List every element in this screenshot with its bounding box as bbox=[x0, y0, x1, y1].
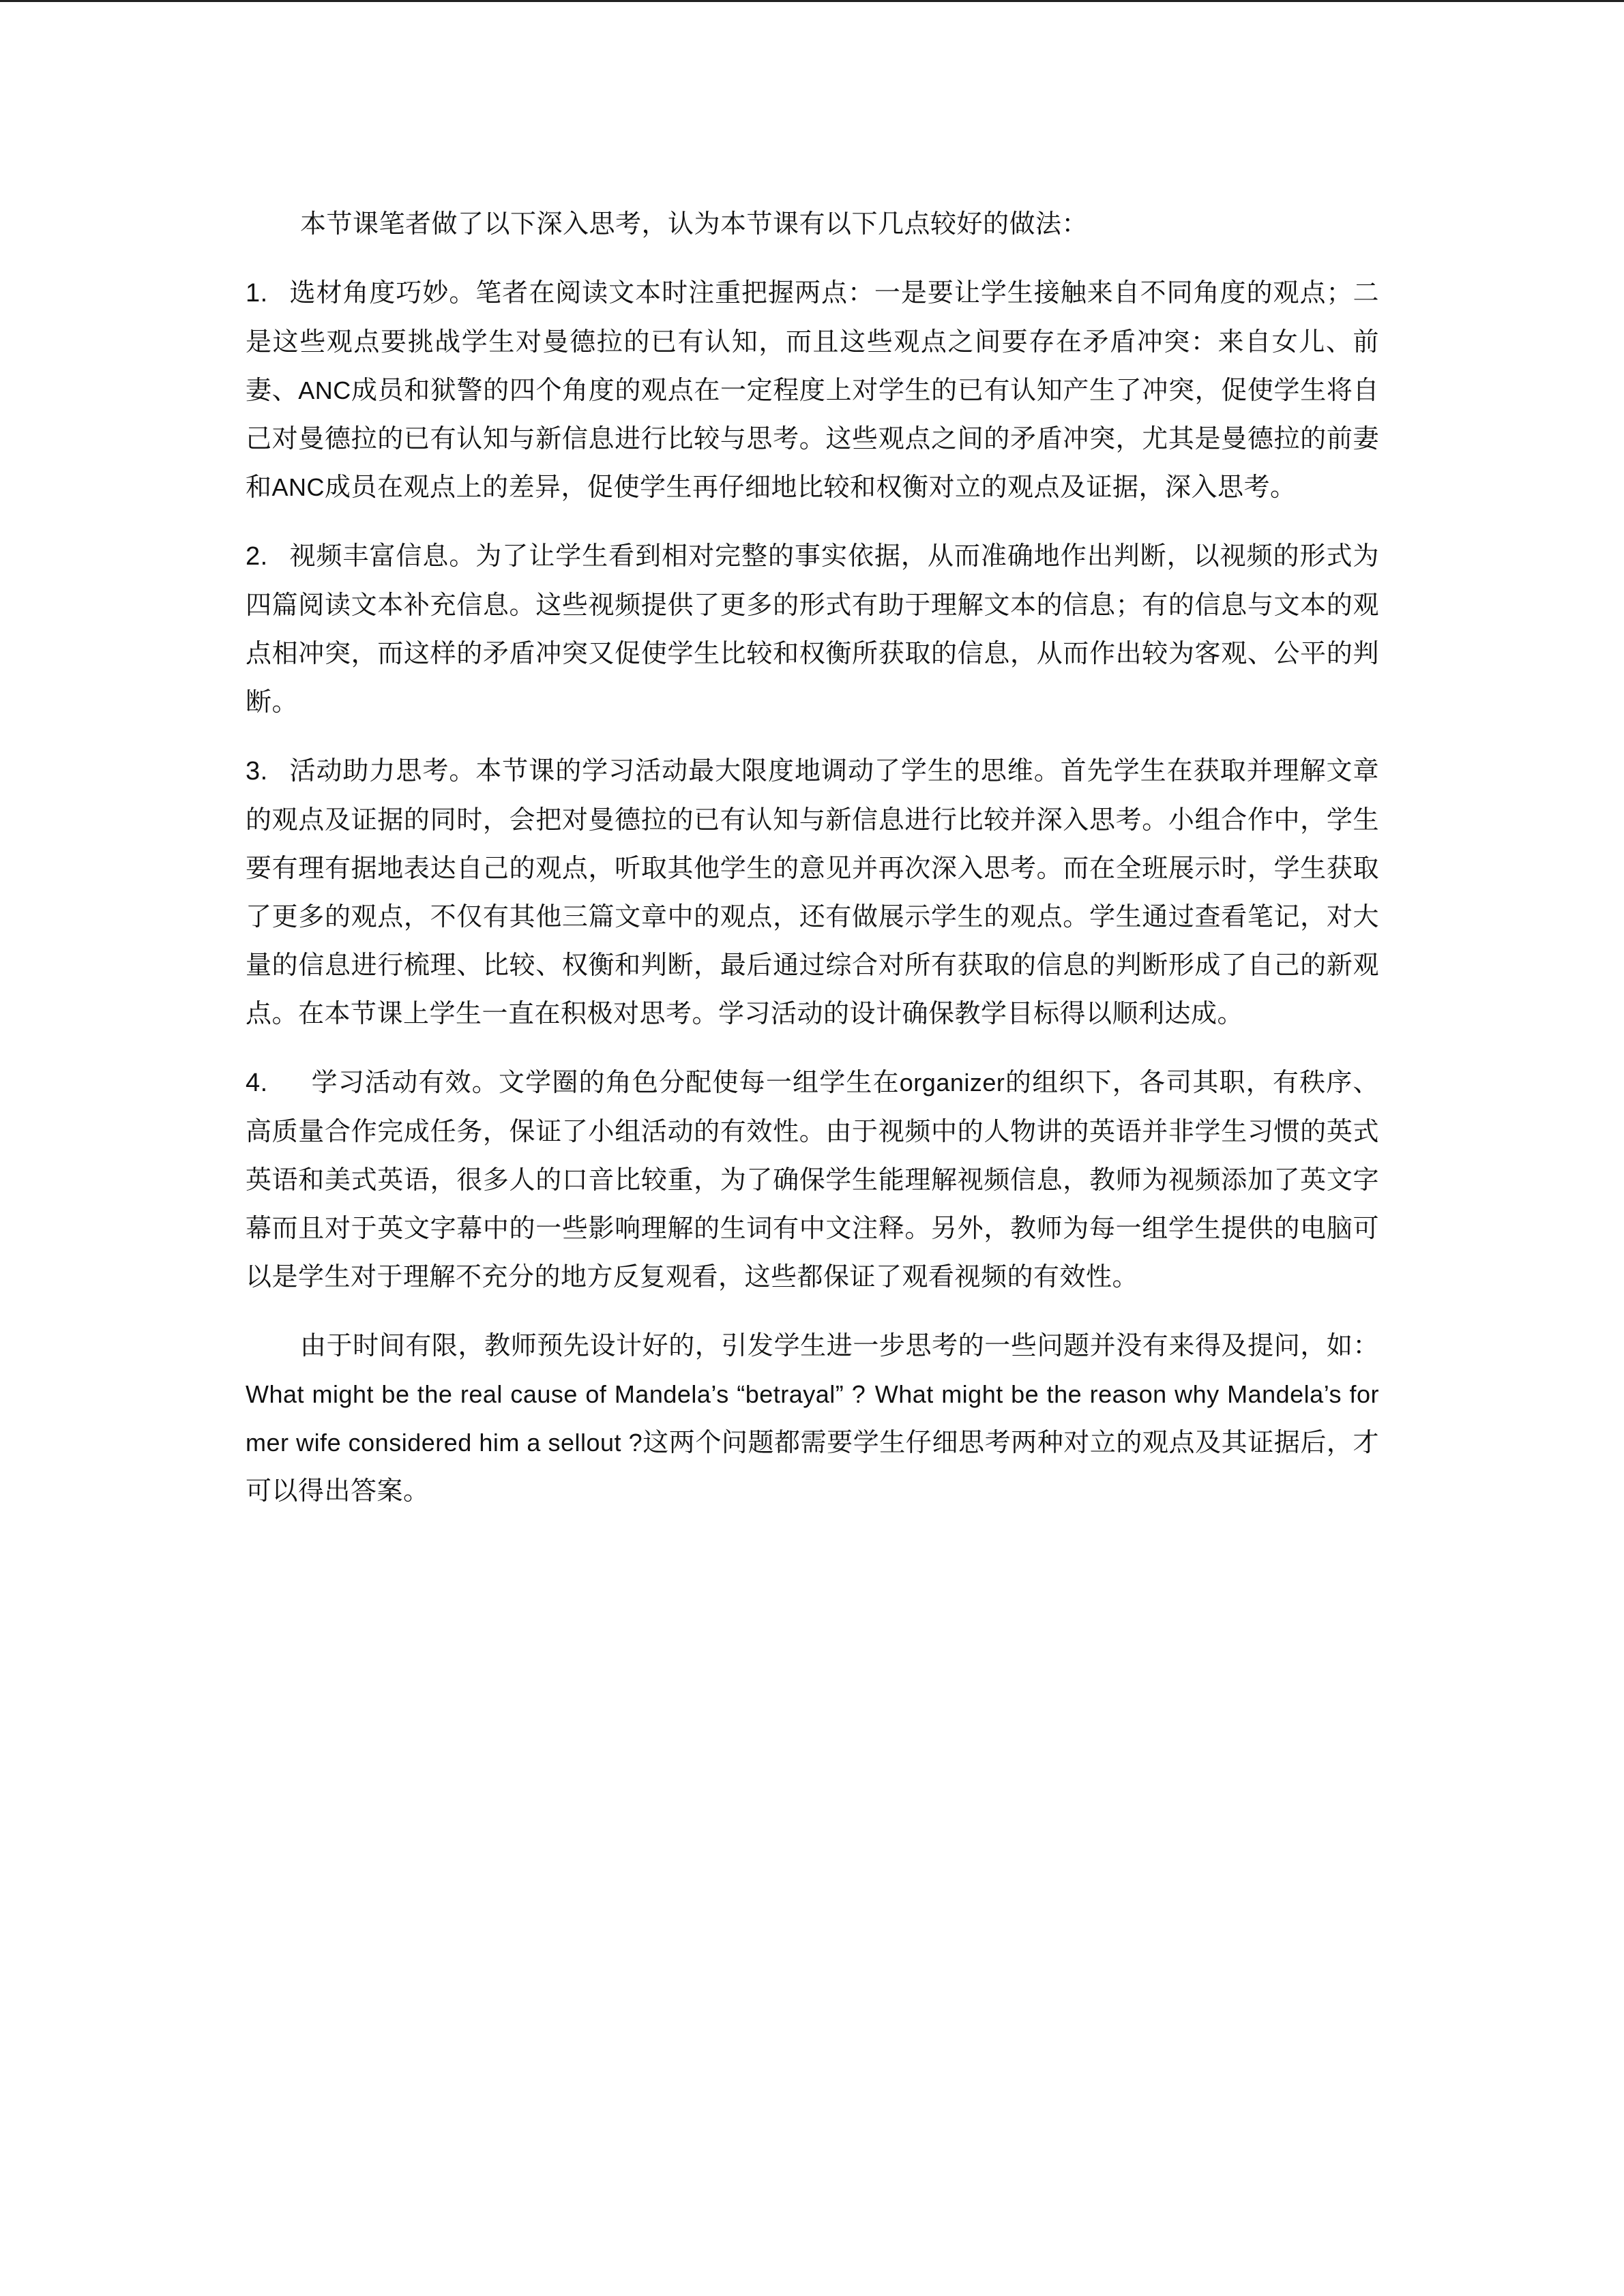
intro-paragraph: 本节课笔者做了以下深入思考，认为本节课有以下几点较好的做法： bbox=[300, 209, 1089, 239]
point-1-number: 1. bbox=[246, 279, 268, 308]
point-1-text-after: 成员在观点上的差异，促使学生再仔细地比较和权衡对立的观点及证据，深入思考。 bbox=[325, 472, 1297, 502]
point-2-paragraph bbox=[246, 532, 1379, 726]
point-4-paragraph bbox=[246, 1058, 1379, 1301]
point-1-term-anc-2: ANC bbox=[271, 473, 325, 501]
closing-question-2: What might be the reason why Mandela’s former wife considered him a sellout ? bbox=[246, 1380, 1379, 1457]
document-body bbox=[246, 200, 1379, 1536]
point-2-text: 视频丰富信息。为了让学生看到相对完整的事实依据，从而准确地作出判断，以视频的形式为四篇阅读文本补充信息。这些视频提供了更多的形式有助于理解文本的信息；有的信息与文本的观点相冲突，而这样的矛盾冲突又促使学生比较和权衡所获取的信息，从而作出较为客观、公平的判断。 bbox=[246, 541, 1379, 717]
point-4-term-organizer: organizer bbox=[899, 1069, 1005, 1097]
point-4-text-before: 学习活动有效。文学圈的角色分配使每一组学生在 bbox=[311, 1067, 900, 1097]
point-4-text-after: 的组织下，各司其职，有秩序、高质量合作完成任务，保证了小组活动的有效性。由于视频中的人物讲的英语并非学生习惯的英式英语和美式英语，很多人的口音比较重，为了确保学生能理解视频信息，教师为视频添加了英文字幕而且对于英文字幕中的一些影响理解的生词有中文注释。另外，教师为每一组学生提供的电脑可以是学生对于理解不充分的地方反复观看，这些都保证了观看视频的有效性。 bbox=[246, 1067, 1379, 1292]
point-1-text-before: 选材角度巧妙。笔者在阅读文本时注重把握两点：一是要让学生接触来自不同角度的观点；二是这些观点要挑战学生对曼德拉的已有认知，而且这些观点之间要存在矛盾冲突：来自女儿、前妻、 bbox=[246, 278, 1379, 405]
point-3-text: 活动助力思考。本节课的学习活动最大限度地调动了学生的思维。首先学生在获取并理解文章的观点及证据的同时，会把对曼德拉的已有认知与新信息进行比较并深入思考。小组合作中，学生要有理有据地表达自己的观点，听取其他学生的意见并再次深入思考。而在全班展示时，学生获取了更多的观点，不仅有其他三篇文章中的观点，还有做展示学生的观点。学生通过查看笔记，对大量的信息进行梳理、比较、权衡和判断，最后通过综合对所有获取的信息的判断形成了自己的新观点。在本节课上学生一直在积极对思考。学习活动的设计确保教学目标得以顺利达成。 bbox=[246, 756, 1379, 1028]
closing-question-1: What might be the real cause of Mandela’s “betrayal” ? bbox=[246, 1380, 866, 1408]
point-3-paragraph bbox=[246, 747, 1379, 1038]
point-3-number: 3. bbox=[246, 757, 268, 786]
point-1-paragraph bbox=[246, 269, 1379, 511]
point-1-term-anc-1: ANC bbox=[298, 376, 351, 404]
point-4-number: 4. bbox=[246, 1069, 268, 1097]
closing-text-before: 由于时间有限，教师预先设计好的，引发学生进一步思考的一些问题并没有来得及提问，如： bbox=[300, 1330, 1379, 1360]
point-2-number: 2. bbox=[246, 542, 268, 571]
closing-paragraph bbox=[246, 1322, 1379, 1515]
closing-text-after: 这两个问题都需要学生仔细思考两种对立的观点及其证据后，才可以得出答案。 bbox=[246, 1427, 1379, 1506]
point-1-text-middle: 成员和狱警的四个角度的观点在一定程度上对学生的已有认知产生了冲突，促使学生将自己对曼德拉的已有认知与新信息进行比较与思考。这些观点之间的矛盾冲突，尤其是曼德拉的前妻和 bbox=[246, 375, 1379, 502]
